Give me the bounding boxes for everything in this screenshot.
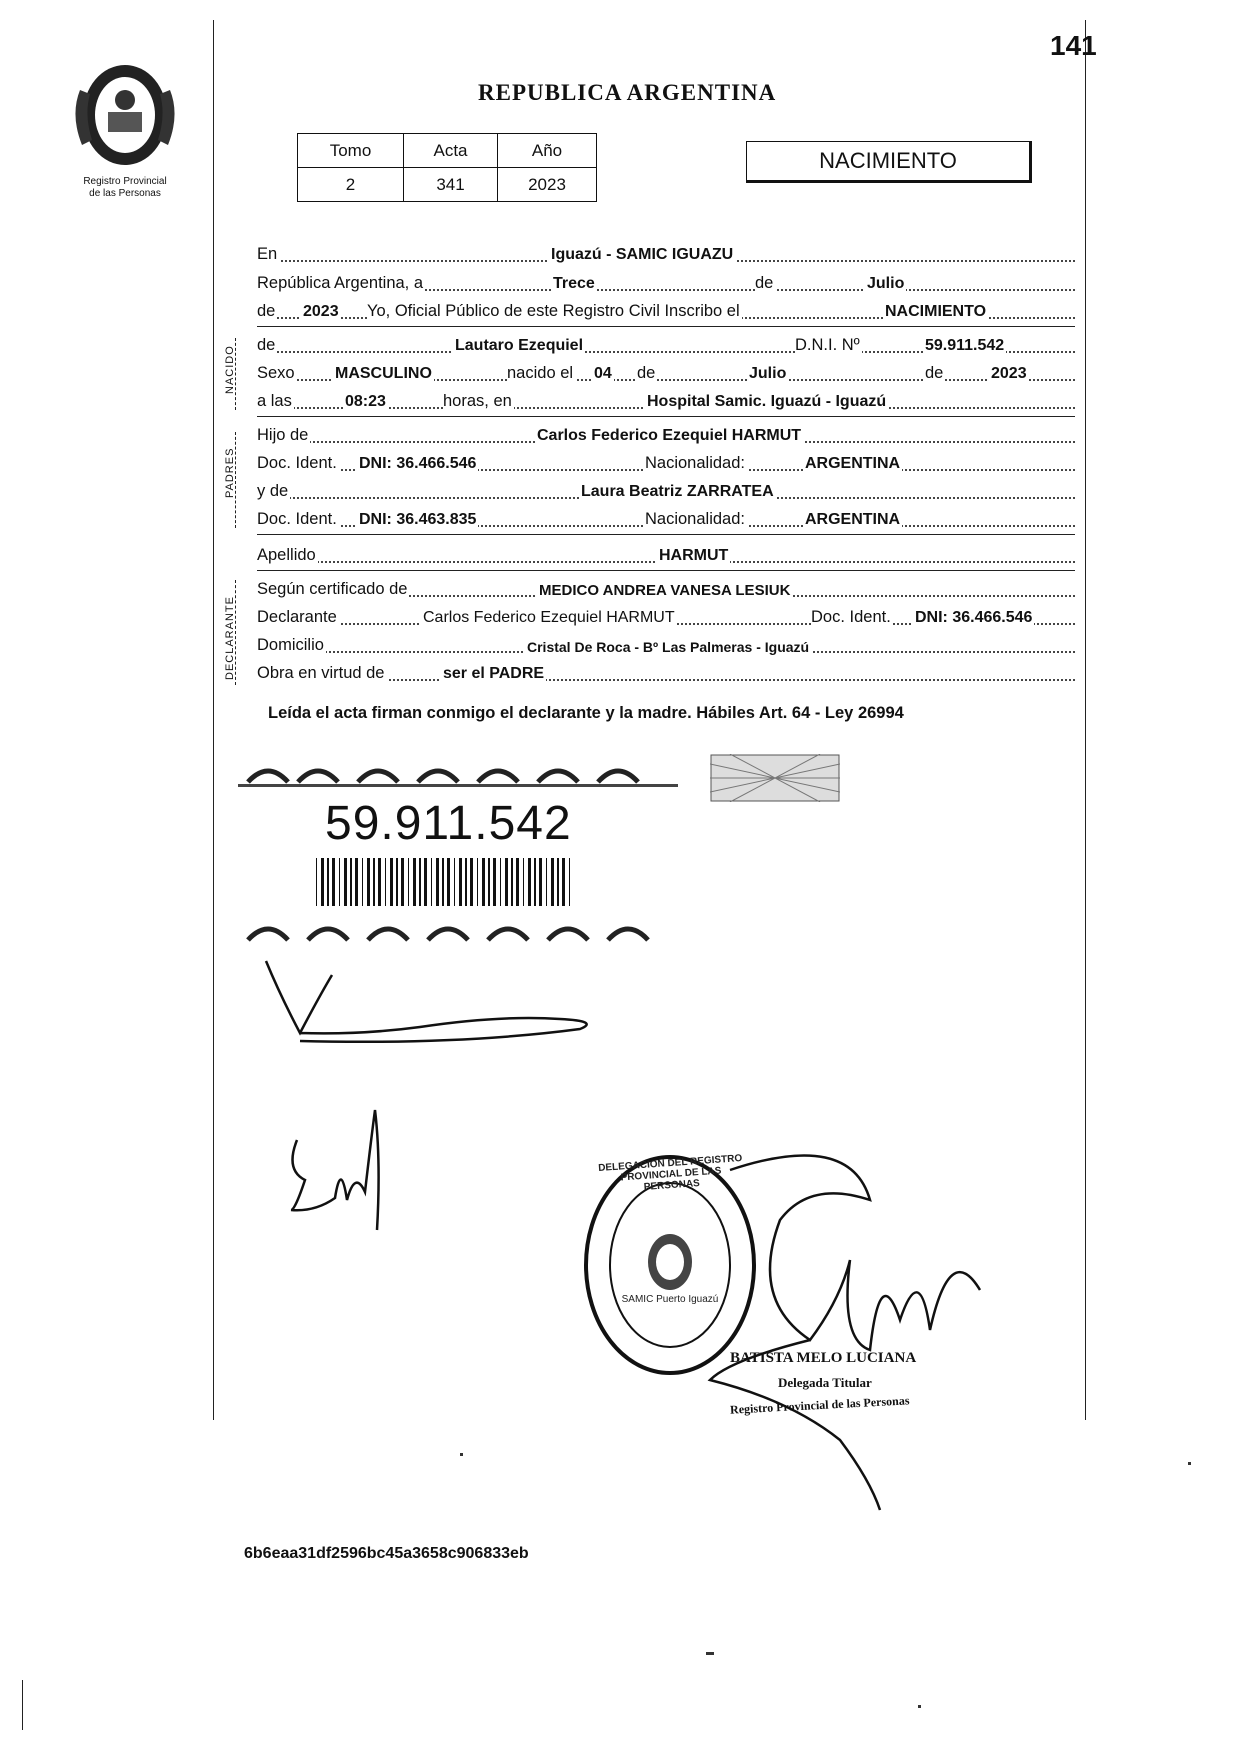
day-value: Trece (553, 275, 595, 292)
row-declarante: Declarante Carlos Federico Ezequiel HARMUT Doc. Ident. DNI: 36.466.546 (257, 603, 1075, 629)
scan-speck (1188, 1462, 1191, 1465)
document-hash: 6b6eaa31df2596bc45a3658c906833eb (244, 1545, 529, 1562)
row-nacido-de: de Lautaro Ezequiel D.N.I. Nº 59.911.542 (257, 331, 1075, 357)
registry-caption: Registro Provincial de las Personas (83, 176, 167, 199)
row-republica: República Argentina, a Trece de Julio (257, 269, 1075, 295)
scan-speck (706, 1652, 714, 1655)
tomo-value: 2 (298, 168, 404, 202)
tomo-header: Tomo (298, 134, 404, 168)
declarant-doc-value: DNI: 36.466.546 (915, 609, 1033, 626)
row-father-doc: Doc. Ident. DNI: 36.466.546 Nacionalidad: ARGENTINA (257, 449, 1075, 475)
birth-time-value: 08:23 (345, 393, 386, 410)
birth-place-value: Hospital Samic. Iguazú - Iguazú (647, 393, 887, 410)
seal-ring-text: DELEGACION DEL REGISTRO PROVINCIAL DE LAS PERSONAS (597, 1153, 743, 1193)
security-pattern-bottom (238, 916, 678, 951)
legal-closing-text: Leída el acta firman conmigo el declarante y la madre. Hábiles Art. 64 - Ley 26994 (268, 704, 904, 722)
bottom-left-mark (22, 1680, 23, 1730)
row-obra: Obra en virtud de ser el PADRE (257, 659, 1075, 685)
birth-day-value: 04 (594, 365, 612, 382)
document-title: REPUBLICA ARGENTINA (478, 80, 777, 105)
misiones-crest-icon (70, 60, 180, 170)
birth-month-value: Julio (749, 365, 787, 382)
scan-speck (460, 1453, 463, 1456)
official-org: Registro Provincial de las Personas (729, 1393, 910, 1417)
hologram-stamp-icon (710, 754, 840, 807)
seal-inner-text: SAMIC Puerto Iguazú (621, 1294, 719, 1305)
ano-header: Año (498, 134, 597, 168)
row-y-de: y de Laura Beatriz ZARRATEA (257, 477, 1075, 503)
side-bracket-padres (235, 432, 236, 528)
row-apellido: Apellido HARMUT (257, 541, 1075, 567)
page-number: 141 (1050, 30, 1097, 61)
year-value: 2023 (303, 303, 339, 320)
left-margin-line (213, 20, 214, 1420)
barcode-icon (316, 858, 574, 911)
mother-nationality-value: ARGENTINA (805, 511, 901, 528)
father-name-value: Carlos Federico Ezequiel HARMUT (537, 427, 802, 444)
sex-value: MASCULINO (335, 365, 432, 382)
mother-name-value: Laura Beatriz ZARRATEA (581, 483, 774, 500)
row-mother-doc: Doc. Ident. DNI: 36.463.835 Nacionalidad: ARGENTINA (257, 505, 1075, 531)
side-label-nacido: NACIDO (224, 345, 236, 394)
official-signature (690, 1140, 990, 1525)
side-bracket-nacido (235, 338, 236, 410)
reason-value: ser el PADRE (443, 665, 545, 682)
official-role: Delegada Titular (778, 1375, 872, 1390)
row-domicilio: Domicilio Cristal De Roca - Bº Las Palmeras - Iguazú (257, 631, 1075, 657)
month-value: Julio (867, 275, 905, 292)
side-label-declarante: DECLARANTE (224, 596, 236, 680)
father-nationality-value: ARGENTINA (805, 455, 901, 472)
declarant-value: Carlos Federico Ezequiel HARMUT (423, 609, 675, 626)
father-doc-value: DNI: 36.466.546 (359, 455, 477, 472)
address-value: Cristal De Roca - Bº Las Palmeras - Iguazú (527, 639, 810, 655)
tomo-acta-ano-table (297, 133, 597, 202)
security-pattern-top (238, 758, 678, 793)
official-name: BATISTA MELO LUCIANA (730, 1350, 917, 1366)
side-bracket-declarante (235, 580, 236, 685)
acta-header: Acta (404, 134, 498, 168)
dni-large-number: 59.911.542 (325, 797, 572, 850)
certificate-value: MEDICO ANDREA VANESA LESIUK (539, 582, 791, 599)
side-label-padres: PADRES (224, 447, 236, 498)
ano-value: 2023 (498, 168, 597, 202)
declarant-signature (260, 955, 680, 1070)
child-name-value: Lautaro Ezequiel (455, 337, 584, 354)
birth-year-value: 2023 (991, 365, 1027, 382)
act-type-value: NACIMIENTO (885, 303, 987, 320)
record-type-box: NACIMIENTO (746, 141, 1032, 183)
row-inscribo: de 2023 Yo, Oficial Público de este Registro Civil Inscribo el NACIMIENTO (257, 297, 1075, 323)
place-value: Iguazú - SAMIC IGUAZU (551, 246, 734, 263)
surname-value: HARMUT (659, 547, 729, 564)
scan-speck (918, 1705, 921, 1708)
right-margin-line (1085, 20, 1086, 1420)
row-en: En Iguazú - SAMIC IGUAZU (257, 240, 1075, 266)
acta-value: 341 (404, 168, 498, 202)
mother-doc-value: DNI: 36.463.835 (359, 511, 477, 528)
child-dni-value: 59.911.542 (925, 337, 1005, 354)
row-segun: Según certificado de MEDICO ANDREA VANESA LESIUK (257, 575, 1075, 601)
row-hijo-de: Hijo de Carlos Federico Ezequiel HARMUT (257, 421, 1075, 447)
row-sexo: Sexo MASCULINO nacido el 04 de Julio de 2023 (257, 359, 1075, 385)
mother-signature (285, 1100, 405, 1245)
row-a-las: a las 08:23 horas, en Hospital Samic. Iguazú - Iguazú (257, 387, 1075, 413)
